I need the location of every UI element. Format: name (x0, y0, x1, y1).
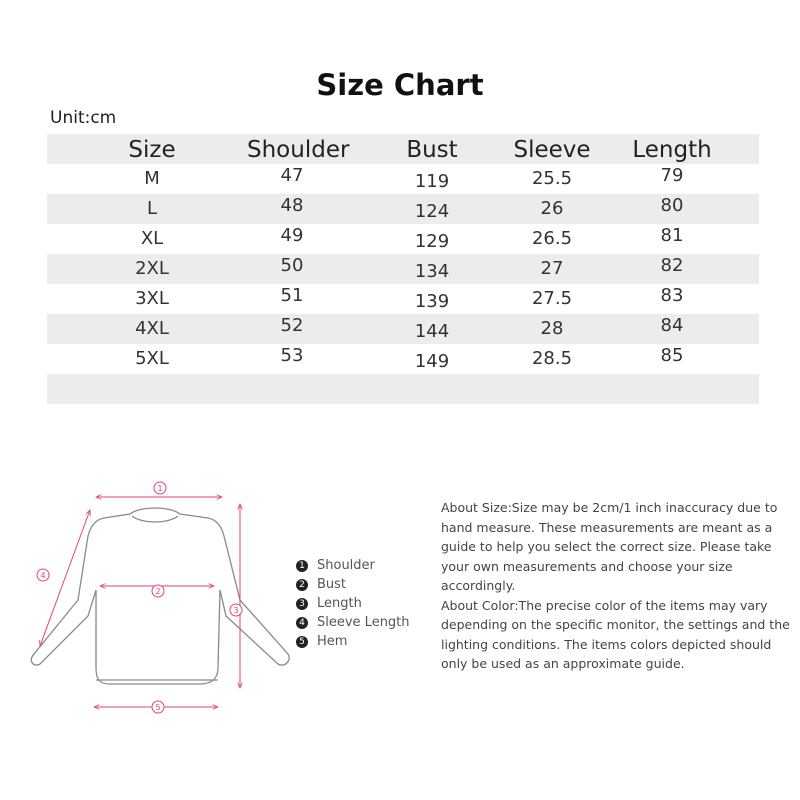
page-title: Size Chart (316, 68, 484, 102)
cell-size: 5XL (135, 348, 169, 369)
legend-number-3: 3 (296, 598, 308, 610)
svg-text:2: 2 (155, 587, 161, 596)
svg-text:4: 4 (40, 571, 46, 580)
cell-bust: 129 (414, 231, 450, 252)
marker-5 (152, 701, 164, 713)
cell-shoulder: 51 (280, 285, 304, 306)
cell-size: M (144, 168, 160, 189)
table-footer-row (47, 374, 759, 404)
cell-size: 4XL (135, 318, 169, 339)
legend-label: Shoulder (317, 558, 375, 573)
cell-size: 2XL (135, 258, 169, 279)
cell-bust: 119 (414, 171, 450, 192)
measurement-legend (296, 556, 410, 651)
cell-length: 83 (660, 285, 684, 306)
legend-label: Length (317, 596, 362, 611)
table-row (47, 344, 759, 374)
legend-label: Hem (317, 634, 348, 649)
legend-number-5: 5 (296, 636, 308, 648)
marker-3 (230, 604, 242, 616)
header-bust: Bust (406, 137, 458, 163)
legend-item-shoulder (296, 556, 410, 575)
cell-length: 80 (660, 195, 684, 216)
about-color-text: About Color:The precise color of the items may vary depending on the specific monitor, the settings and the lighting conditions. The items colors depicted should only be used as an approximate guide. (441, 597, 790, 671)
header-length: Length (632, 137, 712, 163)
measure-markers (37, 482, 242, 713)
cell-sleeve: 28 (540, 318, 564, 339)
marker-2 (152, 585, 164, 597)
size-notes (441, 498, 791, 674)
marker-1 (154, 482, 166, 494)
cell-length: 81 (660, 225, 684, 246)
svg-text:5: 5 (155, 703, 161, 712)
cell-bust: 134 (414, 261, 450, 282)
legend-number-4: 4 (296, 617, 308, 629)
cell-shoulder: 49 (280, 225, 304, 246)
legend-number-2: 2 (296, 579, 308, 591)
table-row (47, 194, 759, 224)
legend-label: Sleeve Length (317, 615, 410, 630)
cell-bust: 144 (414, 321, 450, 342)
measure-lines (40, 497, 240, 707)
size-table (47, 134, 759, 404)
svg-text:3: 3 (233, 606, 239, 615)
cell-shoulder: 50 (280, 255, 304, 276)
svg-text:1: 1 (157, 484, 163, 493)
table-row (47, 224, 759, 254)
cell-sleeve: 28.5 (531, 348, 573, 369)
cell-sleeve: 27.5 (531, 288, 573, 309)
header-size: Size (128, 137, 176, 163)
cell-size: XL (140, 228, 164, 249)
legend-item-sleeve-length (296, 613, 410, 632)
sweater-illustration (30, 470, 300, 720)
cell-length: 85 (660, 345, 684, 366)
legend-item-hem (296, 632, 410, 651)
cell-sleeve: 25.5 (531, 168, 573, 189)
table-row (47, 284, 759, 314)
about-size-text: About Size:Size may be 2cm/1 inch inaccuracy due to hand measure. These measurements are meant as a guide to help you select the correct size. Please take your own measurements and choose your size accordingly. (441, 500, 778, 593)
cell-length: 79 (660, 165, 684, 186)
cell-length: 84 (660, 315, 684, 336)
cell-length: 82 (660, 255, 684, 276)
cell-sleeve: 26.5 (531, 228, 573, 249)
cell-sleeve: 26 (540, 198, 564, 219)
table-header-row (47, 134, 759, 164)
header-shoulder: Shoulder (247, 137, 350, 163)
legend-item-bust (296, 575, 410, 594)
cell-bust: 149 (414, 351, 450, 372)
table-row (47, 164, 759, 194)
cell-sleeve: 27 (540, 258, 564, 279)
legend-number-1: 1 (296, 560, 308, 572)
cell-shoulder: 47 (280, 165, 304, 186)
table-row (47, 254, 759, 284)
garment-diagram (30, 470, 300, 720)
table-row (47, 314, 759, 344)
cell-shoulder: 48 (280, 195, 304, 216)
legend-label: Bust (317, 577, 347, 592)
cell-shoulder: 52 (280, 315, 304, 336)
marker-4 (37, 569, 49, 581)
table-body (47, 164, 759, 374)
header-sleeve: Sleeve (513, 137, 591, 163)
cell-size: 3XL (135, 288, 169, 309)
cell-size: L (146, 198, 158, 219)
cell-shoulder: 53 (280, 345, 304, 366)
unit-label: Unit:cm (50, 108, 117, 128)
cell-bust: 139 (414, 291, 450, 312)
legend-item-length (296, 594, 410, 613)
cell-bust: 124 (414, 201, 450, 222)
